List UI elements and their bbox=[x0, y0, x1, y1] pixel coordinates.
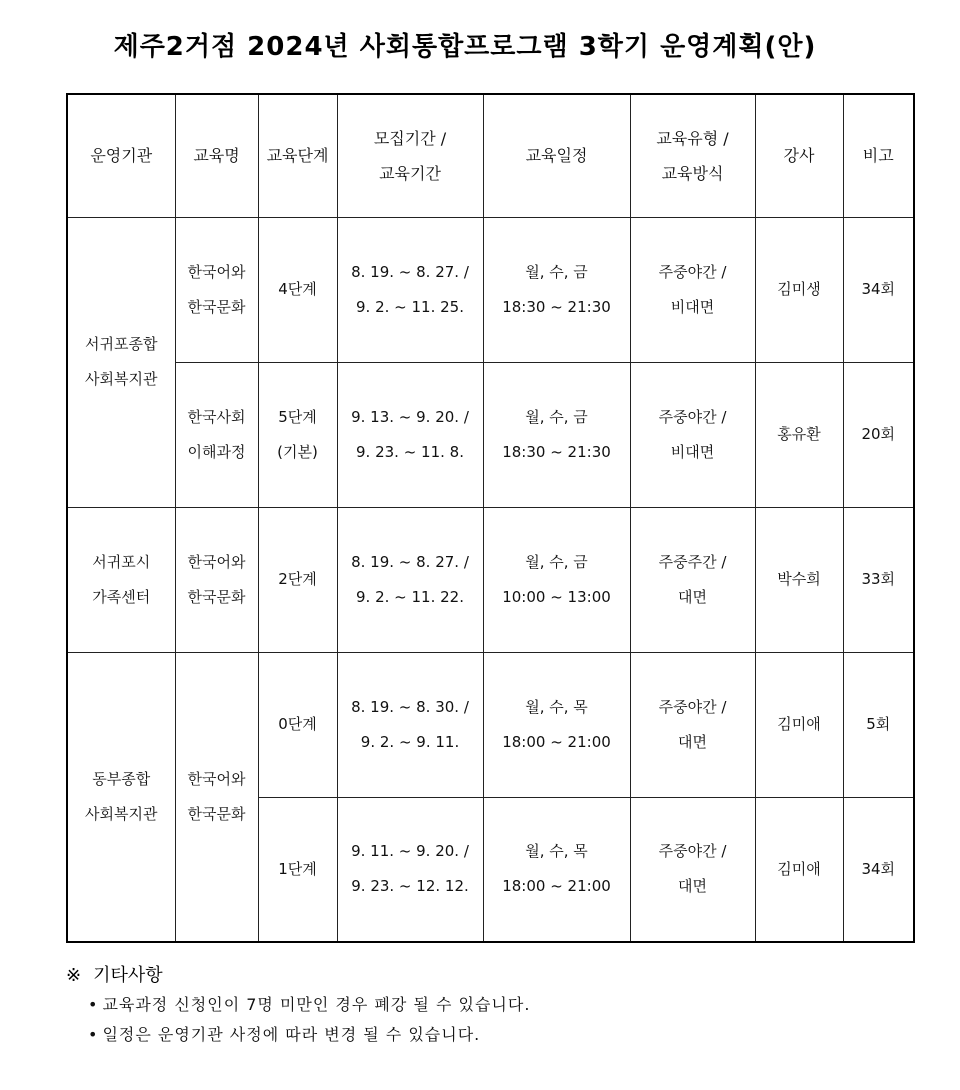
note-cell: 5회 bbox=[843, 652, 914, 797]
period-line: 9. 2. ~ 11. 25. bbox=[356, 297, 464, 316]
table-row bbox=[67, 507, 914, 652]
type-line: 주중야간 / bbox=[658, 697, 727, 716]
course-line: 한국사회 bbox=[187, 407, 246, 426]
table-row bbox=[67, 362, 914, 507]
level-cell bbox=[258, 507, 337, 652]
header-org: 운영기관 bbox=[67, 94, 175, 217]
course-line: 한국어와 bbox=[187, 769, 246, 788]
schedule-line: 10:00 ~ 13:00 bbox=[502, 587, 611, 606]
note-cell: 20회 bbox=[843, 362, 914, 507]
schedule-cell bbox=[483, 507, 630, 652]
level-line: 5단계 bbox=[278, 407, 317, 426]
note-cell: 34회 bbox=[843, 797, 914, 942]
bullet-icon: • bbox=[88, 995, 99, 1014]
header-type bbox=[630, 94, 755, 217]
notes-item bbox=[66, 1020, 926, 1050]
course-line: 한국어와 bbox=[187, 552, 246, 571]
org-line: 사회복지관 bbox=[85, 804, 158, 823]
level-line: (기본) bbox=[277, 442, 318, 461]
reference-mark-icon: ※ bbox=[66, 965, 82, 986]
teacher-cell: 김미애 bbox=[755, 652, 843, 797]
period-line: 9. 11. ~ 9. 20. / bbox=[351, 842, 469, 861]
notes-item-text: 교육과정 신청인이 7명 미만인 경우 폐강 될 수 있습니다. bbox=[102, 995, 531, 1014]
notes-item bbox=[66, 990, 926, 1020]
header-schedule: 교육일정 bbox=[483, 94, 630, 217]
operation-plan-table bbox=[66, 93, 915, 943]
org-cell bbox=[67, 217, 175, 507]
org-line: 동부종합 bbox=[92, 769, 151, 788]
schedule-line: 월, 수, 금 bbox=[525, 262, 588, 281]
header-period-line2: 교육기간 bbox=[379, 163, 441, 183]
note-cell: 33회 bbox=[843, 507, 914, 652]
schedule-cell bbox=[483, 217, 630, 362]
course-cell bbox=[175, 652, 258, 942]
header-period bbox=[337, 94, 483, 217]
notes-heading-text: 기타사항 bbox=[93, 965, 163, 986]
header-type-line2: 교육방식 bbox=[661, 163, 724, 183]
type-line: 대면 bbox=[678, 587, 707, 606]
notes-heading bbox=[66, 962, 926, 990]
type-line: 대면 bbox=[678, 732, 707, 751]
type-cell bbox=[630, 652, 755, 797]
type-line: 주중야간 / bbox=[658, 842, 727, 861]
type-line: 주중야간 / bbox=[658, 262, 727, 281]
schedule-line: 월, 수, 금 bbox=[525, 552, 588, 571]
org-cell bbox=[67, 652, 175, 942]
type-line: 주중야간 / bbox=[658, 407, 727, 426]
schedule-line: 월, 수, 목 bbox=[525, 697, 588, 716]
period-cell bbox=[337, 652, 483, 797]
org-cell bbox=[67, 507, 175, 652]
period-line: 9. 2. ~ 9. 11. bbox=[360, 732, 460, 751]
level-line: 2단계 bbox=[278, 570, 317, 588]
schedule-line: 월, 수, 금 bbox=[525, 407, 588, 426]
header-note: 비고 bbox=[843, 94, 914, 217]
header-teacher: 강사 bbox=[755, 94, 843, 217]
type-line: 주중주간 / bbox=[658, 552, 727, 571]
period-line: 8. 19. ~ 8. 27. / bbox=[351, 262, 469, 281]
course-line: 한국문화 bbox=[187, 804, 246, 823]
period-line: 9. 23. ~ 11. 8. bbox=[356, 442, 464, 461]
bullet-icon: • bbox=[88, 1025, 99, 1044]
course-line: 한국어와 bbox=[187, 262, 246, 281]
level-cell bbox=[258, 362, 337, 507]
org-line: 사회복지관 bbox=[85, 370, 158, 388]
period-cell bbox=[337, 362, 483, 507]
table-header-row bbox=[67, 94, 914, 217]
type-cell bbox=[630, 362, 755, 507]
header-level: 교육단계 bbox=[258, 94, 337, 217]
level-line: 4단계 bbox=[278, 280, 317, 298]
course-cell bbox=[175, 217, 258, 362]
type-cell bbox=[630, 507, 755, 652]
level-line: 1단계 bbox=[278, 859, 317, 878]
teacher-cell: 홍유환 bbox=[755, 362, 843, 507]
document-title: 제주2거점 2024년 사회통합프로그램 3학기 운영계획(안) bbox=[113, 32, 817, 62]
course-line: 한국문화 bbox=[187, 587, 246, 606]
schedule-line: 18:00 ~ 21:00 bbox=[502, 877, 611, 896]
notes-item-text: 일정은 운영기관 사정에 따라 변경 될 수 있습니다. bbox=[102, 1025, 481, 1044]
period-line: 8. 19. ~ 8. 30. / bbox=[351, 697, 469, 716]
course-cell bbox=[175, 362, 258, 507]
course-cell bbox=[175, 507, 258, 652]
level-line: 0단계 bbox=[278, 715, 317, 733]
table-row bbox=[67, 652, 914, 797]
level-cell bbox=[258, 797, 337, 942]
course-line: 이해과정 bbox=[187, 442, 246, 461]
type-cell bbox=[630, 217, 755, 362]
course-line: 한국문화 bbox=[187, 297, 246, 316]
schedule-line: 18:00 ~ 21:00 bbox=[502, 732, 611, 751]
header-period-line1: 모집기간 / bbox=[373, 128, 447, 148]
period-line: 9. 23. ~ 12. 12. bbox=[351, 877, 469, 896]
period-line: 9. 13. ~ 9. 20. / bbox=[351, 407, 469, 426]
period-line: 8. 19. ~ 8. 27. / bbox=[351, 552, 469, 571]
schedule-line: 월, 수, 목 bbox=[525, 842, 588, 861]
header-type-line1: 교육유형 / bbox=[656, 128, 729, 148]
schedule-line: 18:30 ~ 21:30 bbox=[502, 442, 611, 461]
type-line: 비대면 bbox=[670, 442, 715, 461]
org-line: 서귀포종합 bbox=[85, 335, 158, 353]
header-course: 교육명 bbox=[175, 94, 258, 217]
teacher-cell: 박수희 bbox=[755, 507, 843, 652]
level-cell bbox=[258, 217, 337, 362]
schedule-cell bbox=[483, 652, 630, 797]
schedule-cell bbox=[483, 797, 630, 942]
table-row bbox=[67, 217, 914, 362]
org-line: 서귀포시 bbox=[92, 552, 151, 571]
teacher-cell: 김미애 bbox=[755, 797, 843, 942]
type-cell bbox=[630, 797, 755, 942]
period-line: 9. 2. ~ 11. 22. bbox=[356, 587, 464, 606]
period-cell bbox=[337, 507, 483, 652]
schedule-cell bbox=[483, 362, 630, 507]
notes-section bbox=[66, 962, 926, 1050]
level-cell bbox=[258, 652, 337, 797]
type-line: 비대면 bbox=[670, 297, 715, 316]
teacher-cell: 김미생 bbox=[755, 217, 843, 362]
schedule-line: 18:30 ~ 21:30 bbox=[502, 297, 611, 316]
period-cell bbox=[337, 217, 483, 362]
period-cell bbox=[337, 797, 483, 942]
org-line: 가족센터 bbox=[92, 587, 151, 606]
type-line: 대면 bbox=[678, 877, 707, 896]
note-cell: 34회 bbox=[843, 217, 914, 362]
